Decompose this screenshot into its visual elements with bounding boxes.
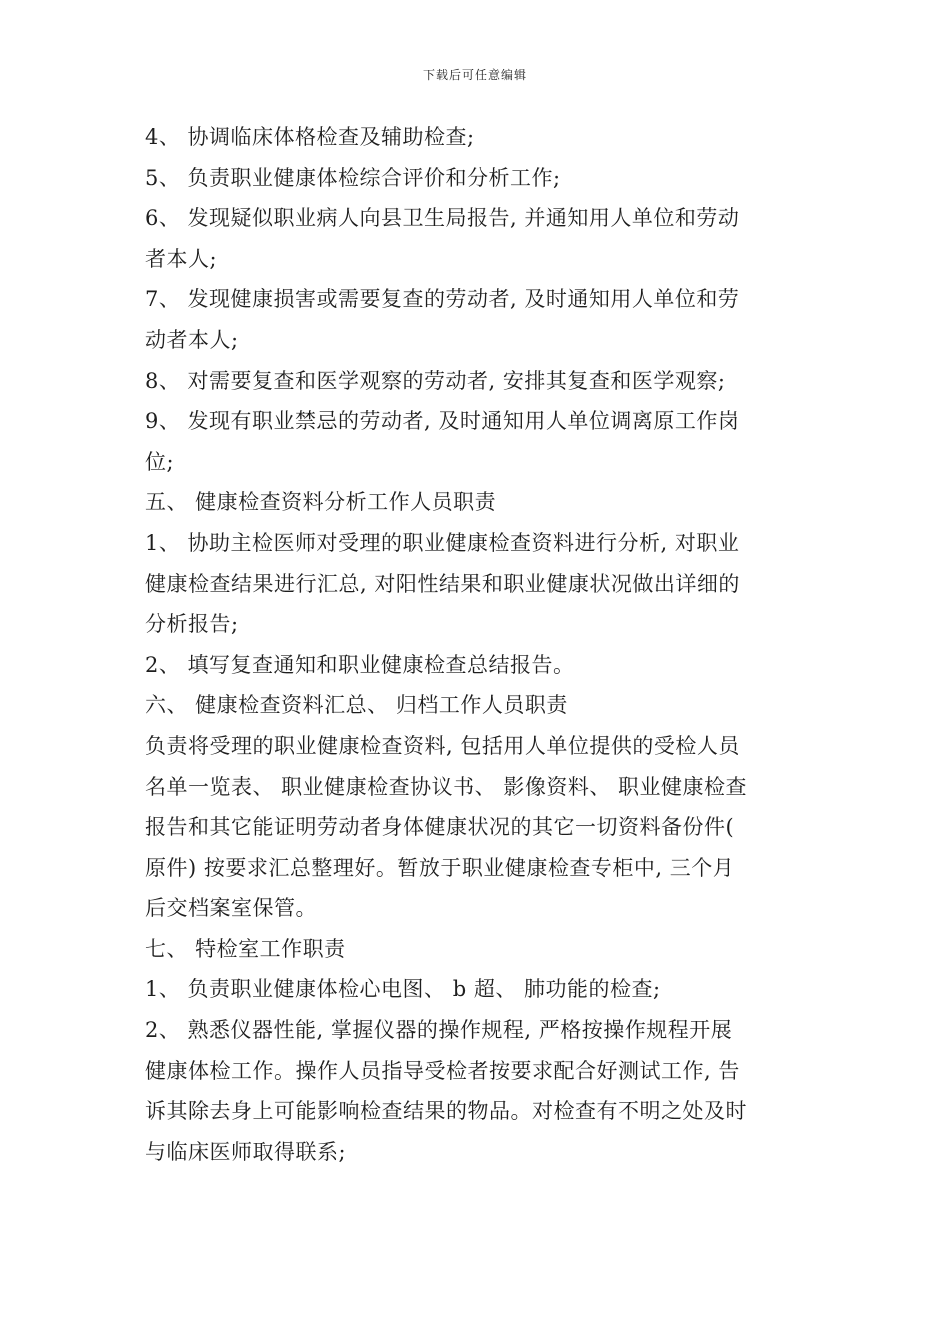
text-line: 4、 协调临床体格检查及辅助检查;	[145, 125, 475, 149]
document-body	[145, 117, 810, 1172]
text-line: 诉其除去身上可能影响检查结果的物品。对检查有不明之处及时	[145, 1099, 747, 1124]
text-line: 2、 熟悉仪器性能, 掌握仪器的操作规程, 严格按操作规程开展	[145, 1018, 733, 1043]
text-line: 负责将受理的职业健康检查资料, 包括用人单位提供的受检人员	[145, 733, 740, 758]
text-line: 6、 发现疑似职业病人向县卫生局报告, 并通知用人单位和劳动	[145, 206, 740, 231]
text-line: 报告和其它能证明劳动者身体健康状况的其它一切资料备份件(	[145, 815, 735, 840]
text-line: 1、 协助主检医师对受理的职业健康检查资料进行分析, 对职业	[145, 530, 740, 555]
text-line: 1、 负责职业健康体检心电图、 b 超、 肺功能的检查;	[145, 977, 661, 1002]
text-line: 健康体检工作。操作人员指导受检者按要求配合好测试工作, 告	[145, 1058, 740, 1083]
text-line: 原件) 按要求汇总整理好。暂放于职业健康检查专柜中, 三个月	[145, 855, 735, 880]
text-line: 与临床医师取得联系;	[145, 1139, 347, 1164]
text-line: 名单一览表、 职业健康检查协议书、 影像资料、 职业健康检查	[145, 774, 748, 799]
text-line: 2、 填写复查通知和职业健康检查总结报告。	[145, 652, 575, 677]
text-line: 7、 发现健康损害或需要复查的劳动者, 及时通知用人单位和劳	[145, 287, 740, 312]
text-line: 后交档案室保管。	[145, 896, 317, 921]
section-heading: 五、 健康检查资料分析工作人员职责	[145, 490, 497, 515]
text-line: 分析报告;	[145, 612, 239, 637]
text-line: 5、 负责职业健康体检综合评价和分析工作;	[145, 165, 561, 190]
text-line: 动者本人;	[145, 327, 239, 352]
text-line: 位;	[145, 449, 175, 474]
text-line: 健康检查结果进行汇总, 对阳性结果和职业健康状况做出详细的	[145, 571, 740, 596]
section-heading: 六、 健康检查资料汇总、 归档工作人员职责	[145, 693, 568, 718]
text-line: 8、 对需要复查和医学观察的劳动者, 安排其复查和医学观察;	[145, 368, 726, 393]
text-line: 9、 发现有职业禁忌的劳动者, 及时通知用人单位调离原工作岗	[145, 409, 740, 434]
section-heading: 七、 特检室工作职责	[145, 936, 346, 961]
text-line: 者本人;	[145, 246, 218, 271]
header-note: 下载后可任意编辑	[422, 68, 527, 82]
